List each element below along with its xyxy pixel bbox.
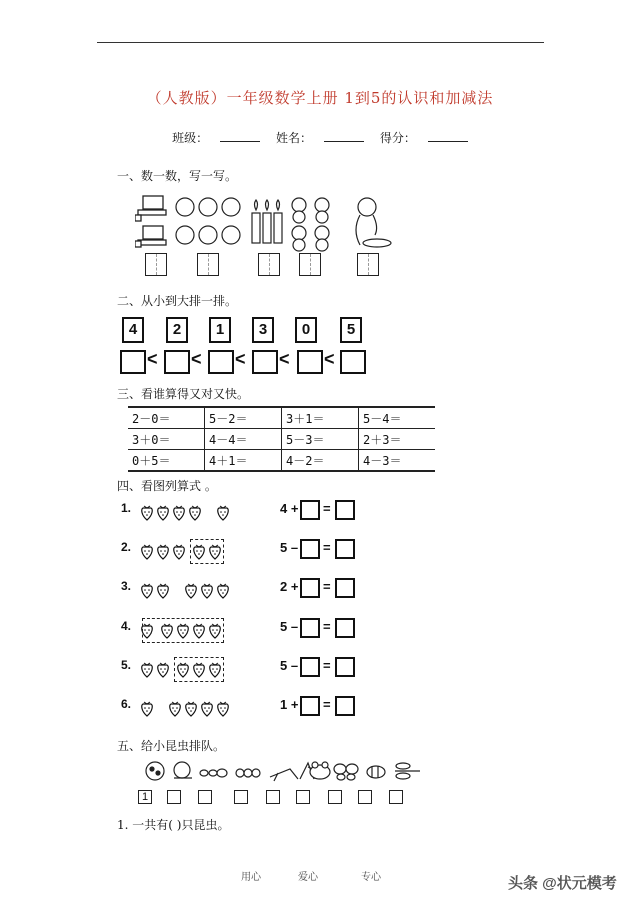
strawberry-icon bbox=[140, 660, 154, 678]
write-box[interactable] bbox=[258, 253, 280, 276]
strawberry-icon bbox=[140, 699, 154, 717]
operation-text: 5 – bbox=[280, 658, 299, 673]
order-answer-box[interactable] bbox=[208, 350, 234, 374]
section5-heading: 五、给小昆虫排队。 bbox=[117, 739, 226, 753]
problem-number: 2. bbox=[121, 540, 132, 554]
write-box[interactable] bbox=[357, 253, 379, 276]
equals-sign: = bbox=[323, 619, 331, 634]
strawberry-icon bbox=[216, 699, 230, 717]
snail-icon bbox=[174, 762, 192, 778]
footer-text-3: 专心 bbox=[361, 872, 381, 883]
calc-cell[interactable]: 4＋1＝ bbox=[205, 450, 282, 472]
calc-cell[interactable]: 4－3＝ bbox=[359, 450, 436, 472]
frog-icon bbox=[310, 762, 330, 779]
result-answer-box[interactable] bbox=[335, 500, 355, 520]
strawberry-icon bbox=[188, 503, 202, 521]
result-answer-box[interactable] bbox=[335, 539, 355, 559]
insect-order-box[interactable] bbox=[296, 790, 310, 804]
number-card: 1 bbox=[209, 317, 231, 343]
insects-row bbox=[140, 757, 425, 785]
operation-text: 4 + bbox=[280, 501, 299, 516]
class-label: 班级： bbox=[172, 131, 209, 145]
strawberry-icon bbox=[216, 503, 230, 521]
grasshopper-icon bbox=[270, 769, 298, 781]
strawberry-icon bbox=[140, 503, 154, 521]
equals-sign: = bbox=[323, 658, 331, 673]
ant-icon bbox=[200, 769, 227, 777]
less-than-sign: < bbox=[324, 349, 335, 369]
calc-cell[interactable]: 3＋0＝ bbox=[128, 429, 205, 450]
order-answer-box[interactable] bbox=[297, 350, 323, 374]
problem-number: 3. bbox=[121, 579, 132, 593]
strawberry-icon bbox=[140, 581, 154, 599]
insect-count-question: 1. 一共有( )只昆虫。 bbox=[117, 818, 230, 832]
operand-answer-box[interactable] bbox=[300, 539, 320, 559]
counting-pictures bbox=[135, 193, 395, 253]
computer-icon bbox=[135, 196, 166, 247]
result-answer-box[interactable] bbox=[335, 618, 355, 638]
section4-heading: 四、看图列算式 。 bbox=[117, 479, 217, 493]
write-box[interactable] bbox=[145, 253, 167, 276]
section3-heading: 三、看谁算得又对又快。 bbox=[117, 387, 250, 401]
score-blank[interactable] bbox=[428, 131, 468, 142]
page-title: （人教版）一年级数学上册 1到5的认识和加减法 bbox=[146, 89, 494, 107]
strawberry-icon bbox=[184, 581, 198, 599]
equals-sign: = bbox=[323, 579, 331, 594]
watermark: 头条 @状元模考 bbox=[508, 875, 617, 892]
insect-order-box[interactable] bbox=[328, 790, 342, 804]
number-card: 2 bbox=[166, 317, 188, 343]
insect-order-box[interactable] bbox=[389, 790, 403, 804]
insect-order-box[interactable] bbox=[167, 790, 181, 804]
insect-order-box[interactable] bbox=[198, 790, 212, 804]
operand-answer-box[interactable] bbox=[300, 618, 320, 638]
lantern-icon bbox=[176, 198, 240, 244]
dragonfly-icon bbox=[395, 763, 420, 779]
student-info bbox=[0, 129, 640, 146]
strawberry-icon bbox=[200, 581, 214, 599]
operation-text: 5 – bbox=[280, 540, 299, 555]
strawberry-icon bbox=[156, 503, 170, 521]
less-than-sign: < bbox=[191, 349, 202, 369]
result-answer-box[interactable] bbox=[335, 578, 355, 598]
strawberry-icon bbox=[168, 699, 182, 717]
calc-row bbox=[128, 429, 435, 450]
strawberry-icon bbox=[184, 699, 198, 717]
insect-order-box[interactable] bbox=[358, 790, 372, 804]
operand-answer-box[interactable] bbox=[300, 578, 320, 598]
order-answer-box[interactable] bbox=[252, 350, 278, 374]
operand-answer-box[interactable] bbox=[300, 657, 320, 677]
problem-number: 5. bbox=[121, 658, 132, 672]
strawberry-icon bbox=[156, 542, 170, 560]
calc-cell[interactable]: 0＋5＝ bbox=[128, 450, 205, 472]
section2-heading: 二、从小到大排一排。 bbox=[117, 294, 238, 308]
name-label: 姓名： bbox=[275, 131, 312, 145]
calc-cell[interactable]: 3＋1＝ bbox=[282, 407, 359, 429]
strawberry-icon bbox=[172, 542, 186, 560]
butterfly-icon bbox=[334, 764, 358, 780]
strawberry-icon bbox=[216, 581, 230, 599]
less-than-sign: < bbox=[147, 349, 158, 369]
calc-cell[interactable]: 2－0＝ bbox=[128, 407, 205, 429]
calc-cell[interactable]: 4－4＝ bbox=[205, 429, 282, 450]
write-box[interactable] bbox=[197, 253, 219, 276]
calc-cell[interactable]: 5－4＝ bbox=[359, 407, 436, 429]
less-than-sign: < bbox=[279, 349, 290, 369]
result-answer-box[interactable] bbox=[335, 696, 355, 716]
operand-answer-box[interactable] bbox=[300, 500, 320, 520]
operation-text: 5 – bbox=[280, 619, 299, 634]
score-label: 得分： bbox=[379, 131, 416, 145]
footer-text-2: 爱心 bbox=[298, 872, 318, 883]
calc-cell[interactable]: 2＋3＝ bbox=[359, 429, 436, 450]
section1-heading: 一、数一数，写一写。 bbox=[117, 169, 238, 183]
operation-text: 2 + bbox=[280, 579, 299, 594]
strawberry-icon bbox=[156, 660, 170, 678]
insect-order-box[interactable]: 1 bbox=[138, 790, 152, 804]
equals-sign: = bbox=[323, 501, 331, 516]
monkey-with-peaches-icon bbox=[356, 198, 391, 247]
result-answer-box[interactable] bbox=[335, 657, 355, 677]
less-than-sign: < bbox=[235, 349, 246, 369]
ladybug-icon bbox=[146, 762, 164, 780]
problem-number: 4. bbox=[121, 619, 132, 633]
dashed-group-box bbox=[174, 657, 224, 682]
dashed-group-box bbox=[190, 539, 224, 564]
bee-icon bbox=[367, 766, 385, 778]
calc-table bbox=[128, 406, 435, 472]
candle-icon bbox=[252, 200, 282, 243]
operand-answer-box[interactable] bbox=[300, 696, 320, 716]
name-blank[interactable] bbox=[324, 131, 364, 142]
strawberry-icon bbox=[200, 699, 214, 717]
strawberry-icon bbox=[140, 542, 154, 560]
dashed-group-box bbox=[142, 618, 224, 643]
problem-number: 6. bbox=[121, 697, 132, 711]
calc-cell[interactable]: 5－2＝ bbox=[205, 407, 282, 429]
equals-sign: = bbox=[323, 697, 331, 712]
footer-text-1: 用心 bbox=[241, 872, 261, 883]
calc-cell[interactable]: 4－2＝ bbox=[282, 450, 359, 472]
strawberry-icon bbox=[172, 503, 186, 521]
calc-cell[interactable]: 5－3＝ bbox=[282, 429, 359, 450]
class-blank[interactable] bbox=[220, 131, 260, 142]
insect-order-box[interactable] bbox=[266, 790, 280, 804]
order-answer-box[interactable] bbox=[120, 350, 146, 374]
calc-row bbox=[128, 407, 435, 429]
number-card: 5 bbox=[340, 317, 362, 343]
top-rule bbox=[97, 42, 544, 43]
problem-number: 1. bbox=[121, 501, 132, 515]
order-answer-box[interactable] bbox=[164, 350, 190, 374]
operation-text: 1 + bbox=[280, 697, 299, 712]
equals-sign: = bbox=[323, 540, 331, 555]
write-box[interactable] bbox=[299, 253, 321, 276]
teddy-bear-icon bbox=[292, 198, 329, 251]
number-card: 3 bbox=[252, 317, 274, 343]
calc-row bbox=[128, 450, 435, 472]
caterpillar-icon bbox=[236, 769, 260, 777]
number-card: 4 bbox=[122, 317, 144, 343]
order-answer-box[interactable] bbox=[340, 350, 366, 374]
insect-order-box[interactable] bbox=[234, 790, 248, 804]
number-card: 0 bbox=[295, 317, 317, 343]
strawberry-icon bbox=[156, 581, 170, 599]
